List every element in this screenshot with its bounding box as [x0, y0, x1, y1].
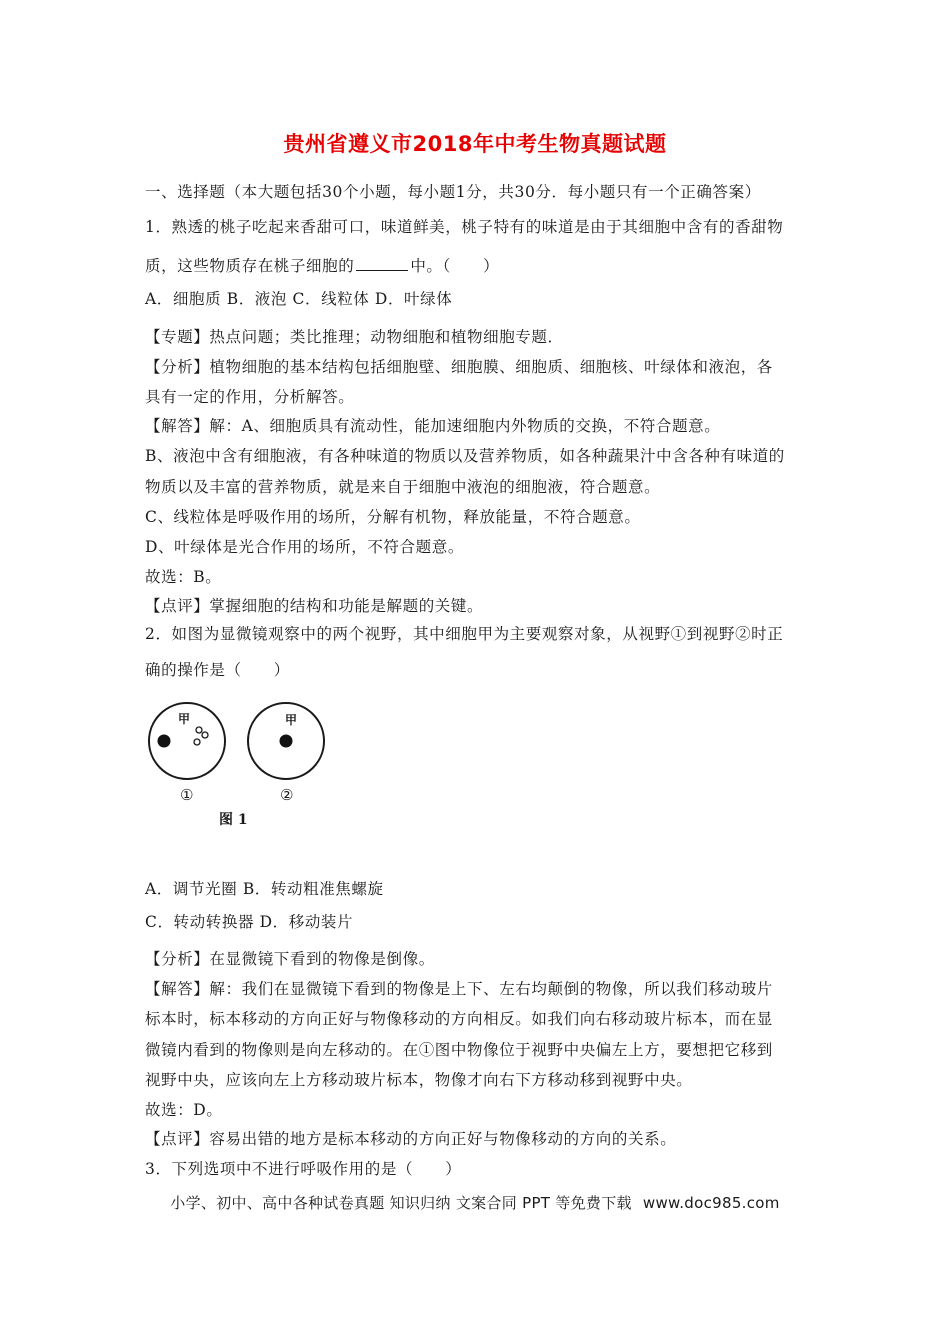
q2-answer-line-3: 微镜内看到的物像则是向左移动的。在①图中物像位于视野中央偏左上方，要想把它移到: [145, 1041, 773, 1059]
small-cell-2: [202, 732, 208, 738]
q1-answer-line-3: 物质以及丰富的营养物质，就是来自于细胞中液泡的细胞液，符合题意。: [145, 478, 661, 496]
q2-answer-line-4: 视野中央，应该向左上方移动玻片标本，物像才向右下方移动移到视野中央。: [145, 1071, 693, 1089]
field-number-1: ①: [180, 786, 194, 804]
q2-stem-line-1: 2．如图为显微镜观察中的两个视野，其中细胞甲为主要观察对象，从视野①到视野②时正: [145, 625, 784, 643]
q2-answer-line-1: 【解答】解：我们在显微镜下看到的物像是上下、左右均颠倒的物像，所以我们移动玻片: [145, 980, 773, 998]
small-cell-3: [194, 739, 200, 745]
label-jia-1: 甲: [178, 712, 191, 726]
footer-url[interactable]: www.doc985.com: [642, 1194, 780, 1212]
label-jia-2: 甲: [285, 713, 298, 727]
q1-options: A．细胞质 B．液泡 C．线粒体 D．叶绿体: [145, 290, 453, 308]
q1-stem-part-b: 中。（ ）: [410, 257, 500, 275]
cell-jia-1: [158, 735, 171, 748]
page-footer: [0, 1192, 950, 1213]
q2-comment: 【点评】容易出错的地方是标本移动的方向正好与物像移动的方向的关系。: [145, 1130, 677, 1148]
q1-answer-line-1: 【解答】解：A、细胞质具有流动性，能加速细胞内外物质的交换，不符合题意。: [145, 417, 721, 435]
microscope-fields-figure: [146, 696, 336, 832]
answer-blank: [356, 256, 408, 271]
q2-options-line-1: A．调节光圈 B．转动粗准焦螺旋: [145, 880, 384, 898]
q1-answer-line-2: B、液泡中含有细胞液，有各种味道的物质以及营养物质，如各种蔬果汁中含各种有味道的: [145, 447, 785, 465]
figure-caption: 图 1: [219, 812, 248, 828]
q2-analysis: 【分析】在显微镜下看到的物像是倒像。: [145, 950, 435, 968]
q1-answer-line-5: D、叶绿体是光合作用的场所，不符合题意。: [145, 538, 464, 556]
q1-choice: 故选：B。: [145, 568, 222, 586]
small-cell-1: [196, 727, 202, 733]
q2-choice: 故选：D。: [145, 1101, 223, 1119]
section-heading: 一、选择题（本大题包括30个小题，每小题1分，共30分．每小题只有一个正确答案）: [145, 183, 761, 201]
q1-answer-line-4: C、线粒体是呼吸作用的场所，分解有机物，释放能量，不符合题意。: [145, 508, 641, 526]
q2-answer-line-2: 标本时，标本移动的方向正好与物像移动的方向相反。如我们向右移动玻片标本，而在显: [145, 1010, 773, 1028]
q1-analysis-line-2: 具有一定的作用，分析解答。: [145, 388, 355, 406]
q2-stem-line-2: 确的操作是（ ）: [145, 661, 290, 679]
q1-stem-line-1: 1．熟透的桃子吃起来香甜可口，味道鲜美，桃子特有的味道是由于其细胞中含有的香甜物: [145, 218, 784, 236]
field-number-2: ②: [280, 786, 294, 804]
q1-comment: 【点评】掌握细胞的结构和功能是解题的关键。: [145, 597, 484, 615]
q1-stem-part-a: 质，这些物质存在桃子细胞的: [145, 257, 355, 275]
q1-stem-line-2: [145, 254, 499, 276]
footer-text: 小学、初中、高中各种试卷真题 知识归纳 文案合同 PPT 等免费下载: [170, 1194, 632, 1212]
page-title: 贵州省遵义市2018年中考生物真题试题: [283, 132, 667, 156]
q1-topic: 【专题】热点问题；类比推理；动物细胞和植物细胞专题．: [145, 328, 564, 346]
cell-jia-2: [280, 735, 293, 748]
q2-options-line-2: C．转动转换器 D．移动装片: [145, 913, 354, 931]
q1-analysis-line-1: 【分析】植物细胞的基本结构包括细胞壁、细胞膜、细胞质、细胞核、叶绿体和液泡，各: [145, 358, 773, 376]
q3-stem: 3．下列选项中不进行呼吸作用的是（ ）: [145, 1160, 462, 1178]
